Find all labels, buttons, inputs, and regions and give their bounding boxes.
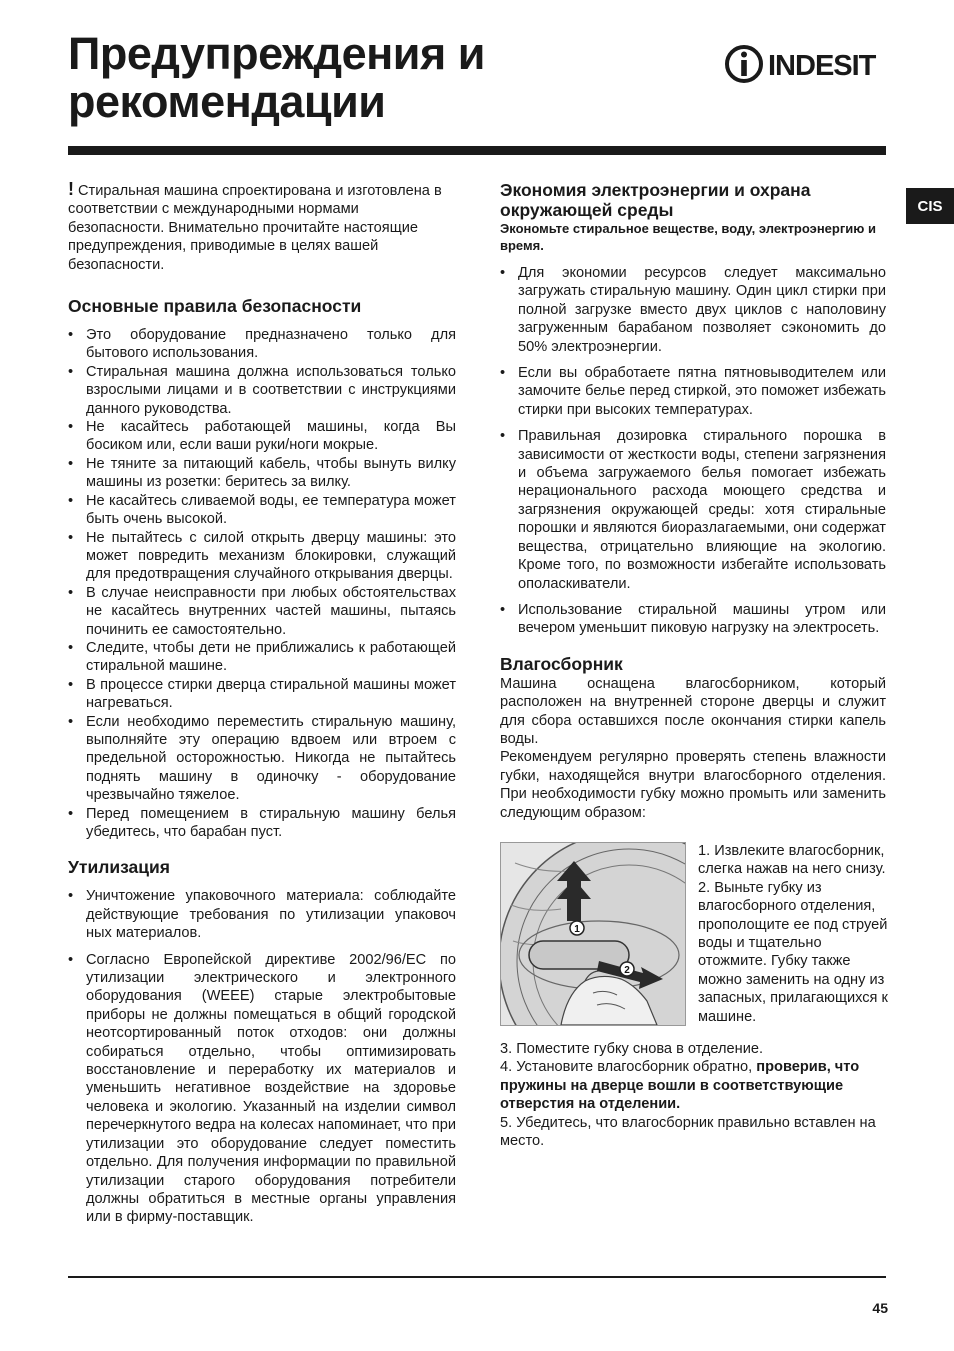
list-item: • Не тяните за питающий кабель, чтобы вынуть вилку машины из розетки: беритесь за вилку. [68,455,456,492]
page-number: 45 [872,1300,888,1316]
list-item: • Это оборудование предназначено только для бытового использования. [68,326,456,363]
list-item: • Для экономии ресурсов следует максимально загружать стиральную машину. Один цикл стирки при полной загрузке вместо двух циклов с наполовину загруженным барабаном позволяет сэкономить до 50% электроэнергии. [500,264,886,356]
figure-label-1: 1 [574,923,580,935]
list-item: • Согласно Европейской директиве 2002/96/EC по утилизации электрического и электронного оборудования (WEEE) старые электробытовые приборы не должны помещаться в общий городской неотсортированный поток отходов: они должны собираться отдельно, чтобы оптимизировать восстановление и переработку их материалов и уменьшить негативное воздействие на здоровье человека и экологию. Указанный на изделии символ перечеркнутого ведра на колесах напоминает, что при утилизации это оборудование следует поместить отдельно. Для получения информации по правильной утилизации старого оборудования потребители должны обратиться в местные органы управления или в фирму-поставщик. [68,951,456,1227]
indesit-logo [724,44,890,84]
disposal-heading: Утилизация [68,857,171,878]
title-line-2: рекомендации [68,76,386,127]
list-item: • Стиральная машина должна использоваться только взрослыми лицами и в соответствии с инструкциями данного руководства. [68,363,456,418]
language-tab: CIS [906,188,954,224]
energy-subheading: Экономьте стиральное веществе, воду, электроэнергию и время. [500,221,876,253]
list-item: • Не касайтесь работающей машины, когда Вы босиком или, если ваши руки/ноги мокрые. [68,418,456,455]
intro-paragraph: ! Стиральная машина спроектирована и изготовлена в соответствии с международными нормами безопасности. Внимательно прочитайте настоящие предупреждения, приводимые в целях вашей безопасности. [68,179,442,273]
list-item: • Если вы обработаете пятна пятновыводителем или замочите белье перед стиркой, это поможет избежать стирки при высоких температурах. [500,364,886,419]
step-5: 5. Убедитесь, что влагосборник правильно вставлен на место. [500,1114,876,1149]
humidity-paragraph-1: Машина оснащена влагосборником, который расположен на внутренней стороне дверцы и служит для сбора оставшихся после окончания стирки капель воды. [500,675,886,747]
list-item: • Использование стиральной машины утром или вечером уменьшит пиковую нагрузку на электросеть. [500,601,886,638]
list-item: • В процессе стирки дверца стиральной машины может нагреваться. [68,676,456,713]
list-item: • Уничтожение упаковочного материала: соблюдайте действующие требования по утилизации упаковоч ных материалов. [68,887,456,942]
energy-list [500,264,886,638]
figure-row [500,842,886,1042]
figure-steps [698,842,888,1026]
safety-list [68,326,456,841]
list-item: • Не пытайтесь с силой открыть дверцу машины: это может повредить механизм блокировки, служащий для предотвращения случайного открывания дверцы. [68,529,456,584]
footer-divider [68,1276,886,1278]
step-4-emphasis: проверив, что пружины на дверце вошли в соответствующие отверстия на отделении. [500,1059,860,1113]
title-line-1: Предупреждения и [68,28,485,79]
disposal-list [68,887,456,1226]
step-3: 3. Поместите губку снова в отделение. [500,1040,764,1057]
humidity-collector-illustration [500,842,686,1026]
warning-icon: ! [68,179,74,199]
step-1: 1. Извлеките влагосборник, слегка нажав на него снизу. [698,842,886,878]
header-divider [68,146,886,155]
step-4: 4. Установите влагосборник обратно, проверив, что пружины на дверце вошли в соответствующие отверстия на отделении. [500,1059,860,1113]
figure-label-2: 2 [624,964,630,976]
list-item: • Не касайтесь сливаемой воды, ее температура может быть очень высокой. [68,492,456,529]
right-column [500,180,886,1150]
svg-text:INDESIT: INDESIT [768,50,876,82]
list-item: • Если необходимо переместить стиральную машину, выполняйте эту операцию вдвоем или втроем с предельной осторожностью. Никогда не пытайтесь поднять машину в одиночку - оборудование чрезвычайно тяжелое. [68,713,456,805]
list-item: • В случае неисправности при любых обстоятельствах не касайтесь внутренних частей машины, пытаясь починить ее самостоятельно. [68,584,456,639]
humidity-text [500,675,886,822]
remaining-steps [500,1040,886,1150]
list-item: • Следите, чтобы дети не приближались к работающей стиральной машине. [68,639,456,676]
humidity-paragraph-2: Рекомендуем регулярно проверять степень влажности губки, находящейся внутри влагосборного отделения. При необходимости губку можно промыть или заменить следующим образом: [500,749,886,821]
safety-heading: Основные правила безопасности [68,296,362,317]
page-title [68,30,628,126]
energy-heading: Экономия электроэнергии и охрана окружающей среды [500,180,811,220]
left-column [68,180,456,1235]
list-item: • Перед помещением в стиральную машину белья убедитесь, что барабан пуст. [68,805,456,842]
step-2: 2. Выньте губку из влагосборного отделения, прополощите ее под струей воды и тщательно отожмите. Губку также можно заменить на одну из запасных, прилагающихся к машине. [698,879,888,1025]
humidity-heading: Влагосборник [500,653,623,674]
list-item: • Правильная дозировка стирального порошка в зависимости от жесткости воды, степени загрязнения и объема загружаемого белья помогает избежать нерационального расхода моющего средства и загрязнения окружающей среды: хотя стиральные порошки и являются биоразлагаемыми, они содержат вещества, отрицательно влияющие на экологию. Кроме того, по возможности избегайте использовать ополаскиватели. [500,427,886,593]
